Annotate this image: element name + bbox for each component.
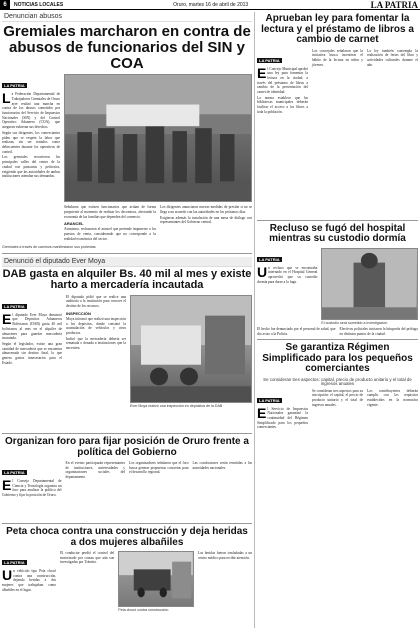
section-divider (2, 253, 252, 254)
lead-tag: LA PATRIA (4, 83, 25, 89)
column-divider (254, 12, 255, 628)
right-column (257, 12, 418, 430)
peta-headline: Peta choca contra una construcción y deja heridas a dos mujeres albañiles (6, 526, 248, 548)
inmate-escape-dropcap: U (257, 263, 268, 280)
peta-photo (118, 551, 194, 607)
second-article (2, 257, 252, 435)
newspaper-brand: LA PATRIA (370, 0, 418, 10)
forum-paragraph: Las conclusiones serán remitidas a las autoridades nacionales. (192, 461, 252, 470)
inmate-escape-headline: Recluso se fugó del hospital mientras su custodio dormía (269, 222, 406, 244)
section-divider (257, 339, 418, 340)
inmate-escape-photo-caption: El custodio será sometido a investigación (321, 320, 388, 325)
lead-photo-caption: Gremiales a través de caminos manifestaron sus protestas (2, 245, 96, 250)
section-divider (257, 220, 418, 221)
forum-paragraph: En el evento participarán representantes de instituciones, universidades y organizaciones sociales del departamento. (65, 461, 125, 480)
inmate-escape-paragraph: Efectivos policiales iniciaron la búsqueda del prófugo en distintos puntos de la ciudad. (339, 326, 418, 336)
reading-law-paragraph: El Concejo Municipal aprobó una ley para fomentar la lectura en la ciudad, a través del préstamo de libros a cambio de la presentación del carnet de identidad. (257, 64, 308, 95)
forum-headline: Organizan foro para fijar posición de Oruro frente a política del Gobierno (5, 436, 249, 458)
lead-paragraph: La Federación Departamental de Trabajadores Gremiales de Oruro ayer realizó una marcha en contra de los abusos cometidos por funcionarios del Servicio de Impuestos Nacionales (SIN) y del Control Operativo Aduanero (COA), que aseguran vulneran sus derechos. (2, 90, 60, 130)
peta-paragraph: Un vehículo tipo Peta chocó contra una construcción, dejando heridas a dos mujeres que trabajaban como albañiles en el lugar. (2, 567, 57, 592)
simplified-regime-paragraph: El Servicio de Impuestos Nacionales garantizó la continuidad del Régimen Simplificado para los pequeños comerciantes. (257, 404, 308, 430)
lead-paragraph: Los gremiales recorrieron las principales calles del centro de la ciudad con pancartas y petitorios, exigiendo que las autoridades de ambas instituciones atiendan sus demandas. (2, 155, 60, 179)
simplified-regime-deck: Se consideran tres aspectos: capital, precio de producto unitario y el total de ingresos anuales (263, 376, 412, 387)
issue-date: Oruro, martes 16 de abril de 2013 (173, 1, 249, 8)
peta-dropcap: U (2, 567, 13, 583)
lead-paragraph: Asimismo, rechazaron el arancel que pretende imponerse a los puestos de venta, considerando que no corresponde a la realidad económica del sector. (64, 227, 156, 241)
peta-article (2, 520, 252, 612)
inmate-escape-photo (321, 248, 418, 320)
lead-subhead: ARANCEL (64, 221, 84, 227)
section-divider (2, 523, 252, 524)
second-photo (130, 295, 252, 403)
page-number: 6 (0, 0, 10, 9)
lead-paragraph: Los dirigentes anunciaron nuevas medidas de presión si no se llega a un acuerdo con las autoridades en los próximos días. (160, 205, 252, 214)
simplified-regime-paragraph: Los contribuyentes deberán cumplir con los requisitos establecidos en la normativa vigente. (367, 388, 418, 407)
reading-law-tag: LA PATRIA (259, 57, 280, 63)
reading-law-paragraph: Los concejales señalaron que la iniciativa busca incentivar el hábito de la lectura en niños y jóvenes. (312, 48, 363, 67)
second-paragraph: Según el legislador, existe una gran cantidad de mercadería que se encuentra almacenada sin destino final, lo que genera gastos innecesarios para el Estado. (2, 341, 62, 365)
second-subhead: INSPECCIÓN (66, 310, 91, 316)
simplified-regime-tag: LA PATRIA (259, 397, 280, 403)
second-paragraph: Moya informó que realizó una inspección a los depósitos, donde constató la acumulación de vehículos y otros productos. (66, 316, 126, 335)
simplified-regime-headline: Se garantiza Régimen Simplificado para los pequeños comerciantes (262, 342, 413, 375)
lead-paragraph: Exigieron además la instalación de una mesa de diálogo con representantes del Gobierno central. (160, 215, 252, 225)
second-dropcap: E (2, 310, 12, 327)
second-headline: DAB gasta en alquiler Bs. 40 mil al mes y existe harto a mercadería incautada (2, 267, 252, 292)
inmate-escape-paragraph: El hecho fue denunciado por el personal de salud, que dio aviso a la Policía. (257, 326, 336, 336)
reading-law-article (257, 14, 418, 217)
forum-paragraph: Los organizadores señalaron que el foro busca generar propuestas concretas para el desarrollo regional. (129, 461, 189, 475)
reading-law-paragraph: La norma establece que las bibliotecas municipales deberán facilitar el acceso a los libros a toda la población. (257, 95, 308, 114)
section-name: NOTICIAS LOCALES (14, 1, 64, 8)
simplified-regime-dropcap: E (257, 404, 267, 421)
forum-tag: LA PATRIA (4, 470, 25, 475)
lead-kicker: Denuncian abusos (2, 12, 252, 22)
peta-tag: LA PATRIA (4, 560, 25, 565)
forum-article (2, 430, 252, 498)
peta-photo-image (119, 552, 193, 606)
forum-paragraph: El Consejo Departamental de Ciencia y Tecnología organiza un foro para analizar la política del Gobierno y fijar la posición de Oruro. (2, 477, 62, 498)
second-photo-image (131, 296, 251, 402)
inmate-escape-paragraph: Un recluso que se encontraba internado en el Hospital General aprovechó que su custodio dormía para darse a la fuga. (257, 263, 318, 284)
reading-law-headline: Aprueban ley para fomentar la lectura y el préstamo de libros a cambio de carnet (261, 13, 414, 45)
inmate-escape-article (257, 224, 418, 337)
lead-photo (64, 74, 252, 202)
forum-dropcap: E (2, 477, 12, 493)
left-column (2, 12, 252, 435)
second-paragraph: El diputado Ever Moya denunció que Depósitos Aduaneros Bolivianos (DAB) gasta 40 mil bolivianos al mes en el alquiler de almacenes para guardar mercadería incautada. (2, 310, 62, 341)
peta-paragraph: El conductor perdió el control del motorizado por causas que aún son investigadas por Tránsito. (60, 551, 115, 565)
lead-headline: Gremiales marcharon en contra de abusos de funcionarios del SIN y COA (3, 23, 251, 72)
lead-photo-image (65, 75, 251, 201)
second-paragraph: Indicó que la mercadería debería ser rematada o donada a instituciones que la necesiten. (66, 336, 126, 351)
section-divider (2, 433, 252, 434)
reading-law-paragraph: La ley también contempla la realización de ferias del libro y actividades culturales durante el año. (367, 48, 418, 67)
second-photo-caption: Ever Moya realizó una inspección en depósitos de la DAB (130, 403, 223, 408)
inmate-escape-tag: LA PATRIA (259, 256, 280, 262)
second-tag: LA PATRIA (4, 303, 25, 309)
page-masthead (0, 0, 420, 10)
peta-paragraph: Las heridas fueron trasladadas a un centro médico para recibir atención. (197, 551, 253, 560)
reading-law-dropcap: E (257, 64, 267, 81)
inmate-escape-photo-image (322, 249, 417, 319)
lead-article (2, 12, 252, 250)
second-paragraph: El diputado pidió que se realice una auditoría a la institución para conocer el destino de los recursos. (66, 294, 126, 309)
lead-dropcap: L (2, 90, 11, 107)
second-kicker: Denunció el diputado Ever Moya (2, 257, 252, 267)
lead-paragraph: Según sus dirigentes, los comerciantes piden que se respete la labor que realizan, sin ser tratados como delincuentes durante los operativos de control. (2, 130, 60, 154)
simplified-regime-paragraph: Se consideran tres aspectos para su inscripción: el capital, el precio de producto unitario y el total de ingresos anuales. (312, 388, 363, 407)
peta-photo-caption: Peta chocó contra construcción (118, 608, 169, 612)
simplified-regime-article (257, 343, 418, 430)
lead-paragraph: Señalaron que existen funcionarios que actúan de forma prepotente al momento de realizar los decomisos, afectando la economía de las familias que dependen del comercio. (64, 205, 156, 219)
